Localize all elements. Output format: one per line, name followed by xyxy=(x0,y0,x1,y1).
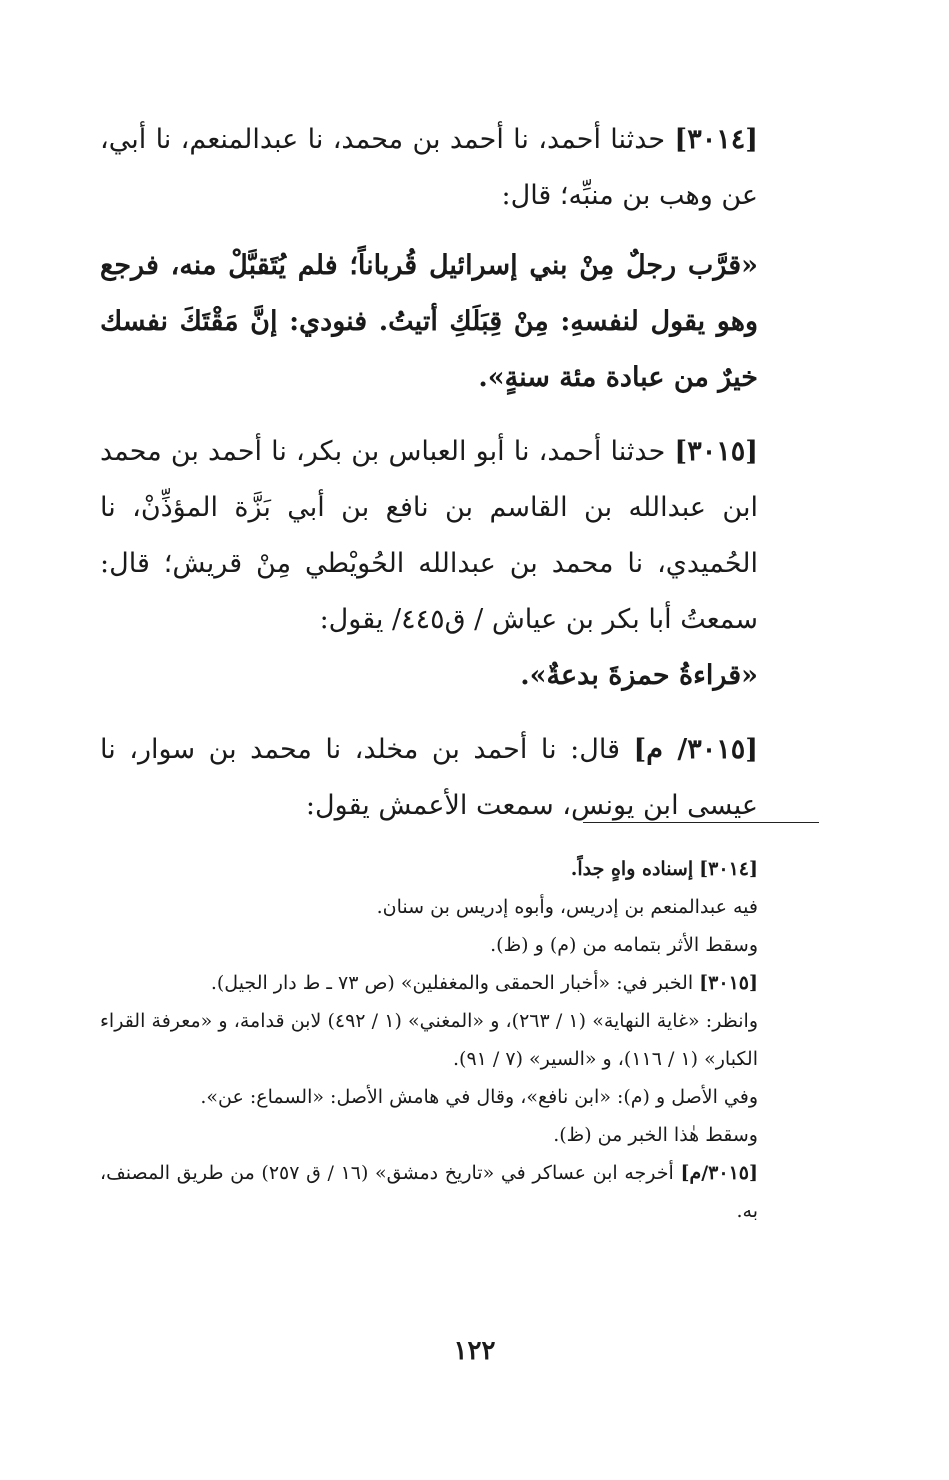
entry-number: [٣٠١٥] xyxy=(674,436,758,467)
footnote-divider xyxy=(583,822,819,823)
entry-number: [٣٠١٥/ م] xyxy=(633,734,758,765)
footnote-line: وفي الأصل و (م): «ابن نافع»، وقال في هامش الأصل: «السماع: عن». xyxy=(200,1086,758,1108)
entry-number: [٣٠١٤] xyxy=(674,124,758,155)
footnote-text: إسناده واهٍ جداً. xyxy=(570,858,694,880)
main-text xyxy=(100,112,820,834)
footnote-3015m xyxy=(100,1154,820,1230)
isnad-text: حدثنا أحمد، نا أحمد بن محمد، نا عبدالمنعم، نا أبي، عن وهب بن منبِّه؛ قال: xyxy=(100,124,758,211)
footnote-number: [٣٠١٥] xyxy=(699,972,758,994)
footnote-line: وسقط هٰذا الخبر من (ظ). xyxy=(553,1124,758,1146)
footnote-line: وانظر: «غاية النهاية» (١ / ٢٦٣)، و «المغني» (١ / ٤٩٢) لابن قدامة، و «معرفة القراء الكبار» (١ / ١١٦)، و «السير» (٧ / ٩١). xyxy=(100,1010,758,1070)
footnote-line: فيه عبدالمنعم بن إدريس، وأبوه إدريس بن سنان. xyxy=(376,896,758,918)
footnote-3015 xyxy=(100,964,820,1002)
entry-3014-quote: «قرَّب رجلٌ مِنْ بني إسرائيل قُرباناً؛ فلم يُتَقبَّلْ منه، فرجع وهو يقول لنفسهِ: مِنْ قِبَلَكِ أتيتُ. فنودي: إنَّ مَقْتَكَ نفسك خيرٌ من عبادة مئة سنةٍ». xyxy=(100,250,758,393)
entry-3014-isnad xyxy=(100,112,820,224)
footnote-text: أخرجه ابن عساكر في «تاريخ دمشق» (١٦ / ق ٢٥٧) من طريق المصنف، به. xyxy=(100,1162,758,1222)
isnad-text: قال: نا أحمد بن مخلد، نا محمد بن سوار، نا عيسى ابن يونس، سمعت الأعمش يقول: xyxy=(100,734,758,821)
footnotes xyxy=(100,850,820,1230)
entry-3015m-isnad xyxy=(100,722,820,834)
isnad-text: حدثنا أحمد، نا أبو العباس بن بكر، نا أحمد بن محمد ابن عبدالله بن القاسم بن نافع بن أبي بَزَّة المؤذِّنْ، نا الحُميدي، نا محمد بن عبدالله الحُويْطي مِنْ قريش؛ قال: سمعتُ أبا بكر بن عياش / ق٤٤٥/ يقول: xyxy=(100,436,758,635)
footnote-number: [٣٠١٤] xyxy=(699,858,758,880)
footnote-3014 xyxy=(100,850,820,888)
footnote-text: الخبر في: «أخبار الحمقى والمغفلين» (ص ٧٣ ـ ط دار الجيل). xyxy=(210,972,694,994)
footnote-line: وسقط الأثر بتمامه من (م) و (ظ). xyxy=(490,934,758,956)
entry-3015-quote: «قراءةُ حمزةَ بدعةٌ». xyxy=(520,660,758,691)
footnote-number: [٣٠١٥/م] xyxy=(680,1162,758,1184)
page-number: ١٢٢ xyxy=(453,1336,496,1366)
entry-3015-isnad xyxy=(100,424,820,648)
